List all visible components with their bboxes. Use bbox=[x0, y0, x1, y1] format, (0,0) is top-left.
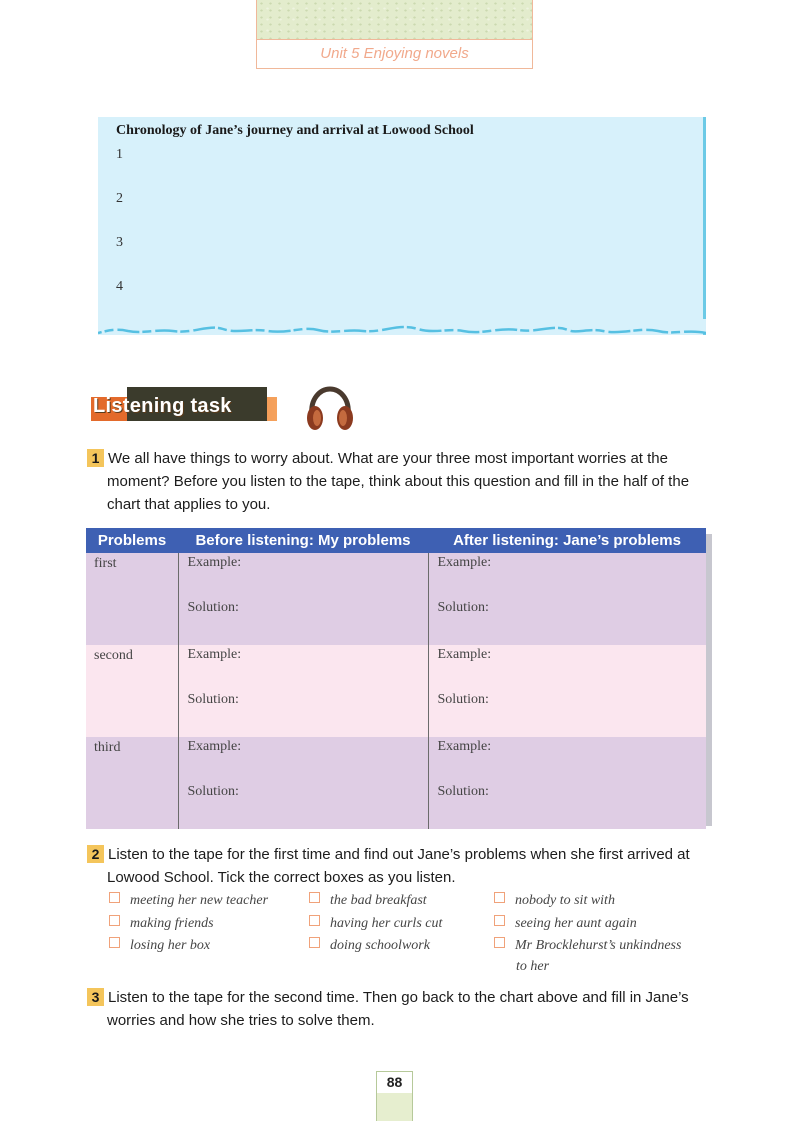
after-cell[interactable]: Example: Solution: bbox=[428, 553, 706, 645]
chronology-line-3[interactable]: 3 bbox=[116, 235, 123, 250]
chronology-line-4[interactable]: 4 bbox=[116, 279, 123, 294]
task-1-line: 1 We all have things to worry about. What are your three most important worries at the bbox=[87, 447, 712, 470]
checkbox-option-continued: to her bbox=[516, 959, 550, 974]
task-1-line: chart that applies to you. bbox=[107, 496, 271, 513]
chronology-line-1[interactable]: 1 bbox=[116, 147, 123, 162]
checkbox[interactable] bbox=[494, 937, 505, 948]
torn-edge bbox=[98, 319, 706, 341]
checkbox[interactable] bbox=[309, 892, 320, 903]
task-3-badge: 3 bbox=[87, 988, 104, 1006]
before-cell[interactable]: Example: Solution: bbox=[178, 645, 428, 737]
listening-task-heading bbox=[91, 387, 277, 427]
checkbox[interactable] bbox=[109, 915, 120, 926]
checkbox-option[interactable]: Mr Brocklehurst’s unkindness bbox=[494, 937, 681, 954]
column-header-problems: Problems bbox=[86, 528, 178, 553]
checkbox[interactable] bbox=[309, 937, 320, 948]
table-row bbox=[86, 553, 706, 645]
task-1 bbox=[87, 447, 712, 516]
unit-title: Unit 5 Enjoying novels bbox=[320, 45, 469, 62]
row-label: third bbox=[86, 737, 178, 829]
checkbox[interactable] bbox=[109, 937, 120, 948]
problems-table bbox=[86, 528, 706, 829]
after-cell[interactable]: Example: Solution: bbox=[428, 645, 706, 737]
checkbox-option[interactable]: making friends bbox=[109, 915, 214, 932]
header-texture bbox=[257, 0, 532, 40]
task-2 bbox=[87, 843, 712, 889]
listening-task-title: Listening task bbox=[93, 395, 232, 417]
column-header-before: Before listening: My problems bbox=[178, 528, 428, 553]
checkbox-option[interactable]: nobody to sit with bbox=[494, 892, 615, 909]
checkbox-option[interactable]: losing her box bbox=[109, 937, 210, 954]
table-row bbox=[86, 645, 706, 737]
task-3 bbox=[87, 986, 712, 1032]
checkbox[interactable] bbox=[494, 892, 505, 903]
after-cell[interactable]: Example: Solution: bbox=[428, 737, 706, 829]
column-header-after: After listening: Jane’s problems bbox=[428, 528, 706, 553]
checkbox[interactable] bbox=[309, 915, 320, 926]
headphones-icon bbox=[304, 385, 356, 433]
task-1-badge: 1 bbox=[87, 449, 104, 467]
task-2-line: 2 Listen to the tape for the first time and find out Jane’s problems when she first arrived at bbox=[87, 843, 712, 866]
task-2-line: Lowood School. Tick the correct boxes as you listen. bbox=[107, 869, 456, 886]
checkbox[interactable] bbox=[494, 915, 505, 926]
checkbox-option[interactable]: having her curls cut bbox=[309, 915, 442, 932]
checkbox-option[interactable]: doing schoolwork bbox=[309, 937, 430, 954]
checkbox-option[interactable]: the bad breakfast bbox=[309, 892, 427, 909]
unit-header bbox=[256, 0, 533, 69]
before-cell[interactable]: Example: Solution: bbox=[178, 737, 428, 829]
row-label: second bbox=[86, 645, 178, 737]
checkbox[interactable] bbox=[109, 892, 120, 903]
row-label: first bbox=[86, 553, 178, 645]
checkbox-option[interactable]: meeting her new teacher bbox=[109, 892, 268, 909]
chronology-title: Chronology of Jane’s journey and arrival at Lowood School bbox=[116, 123, 474, 138]
chronology-line-2[interactable]: 2 bbox=[116, 191, 123, 206]
table-row bbox=[86, 737, 706, 829]
before-cell[interactable]: Example: Solution: bbox=[178, 553, 428, 645]
task-2-badge: 2 bbox=[87, 845, 104, 863]
page-number-strip bbox=[376, 1093, 413, 1121]
task-3-line: 3 Listen to the tape for the second time. Then go back to the chart above and fill in Jane’s bbox=[87, 986, 712, 1009]
task-3-line: worries and how she tries to solve them. bbox=[107, 1012, 375, 1029]
task-1-line: moment? Before you listen to the tape, think about this question and fill in the half of the bbox=[107, 473, 690, 490]
checkbox-option[interactable]: seeing her aunt again bbox=[494, 915, 637, 932]
chronology-box bbox=[98, 117, 706, 335]
page-number: 88 bbox=[376, 1071, 413, 1094]
